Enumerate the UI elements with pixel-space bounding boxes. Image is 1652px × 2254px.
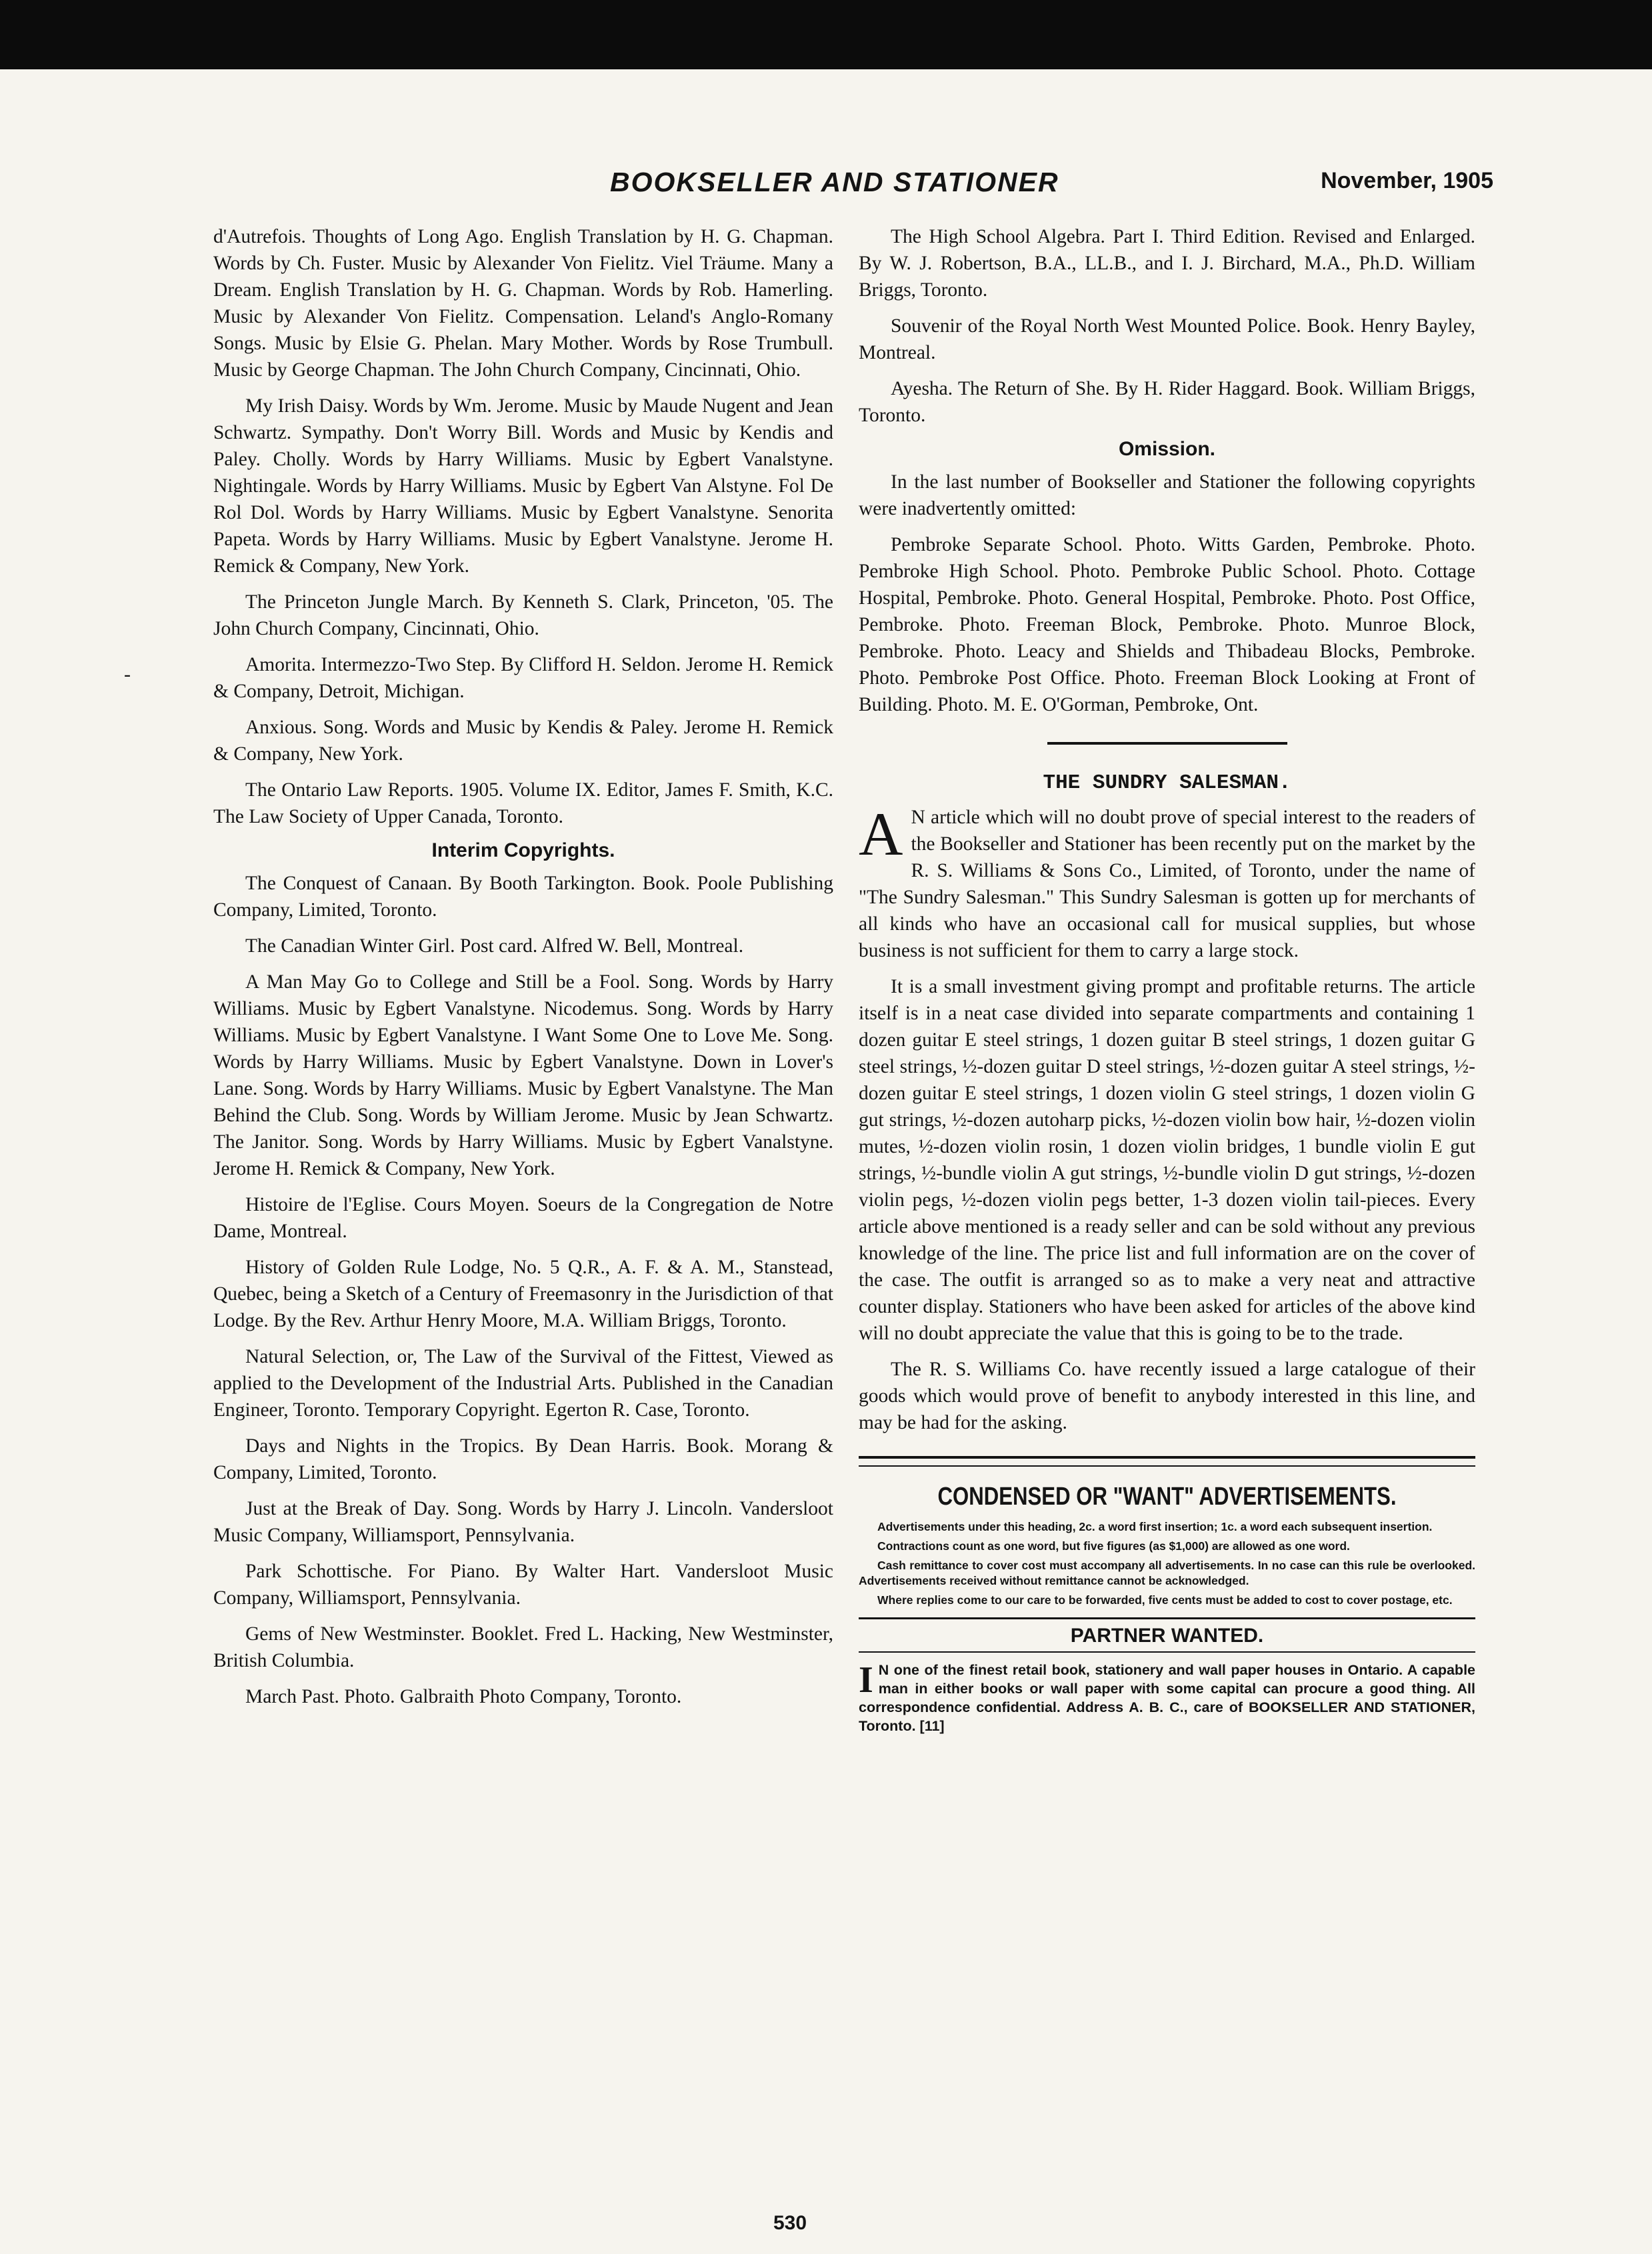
issue-date: November, 1905 [1321, 168, 1493, 193]
ad-rate-note: Advertisements under this heading, 2c. a word first insertion; 1c. a word each subsequent insertion. [877, 1520, 1433, 1533]
article-paragraph: The R. S. Williams Co. have recently issued a large catalogue of their goods which would prove of benefit to anybody interested in this line, and may be had for the asking. [859, 1359, 1475, 1433]
partner-divider [859, 1617, 1475, 1619]
interim-entry: Days and Nights in the Tropics. By Dean Harris. Book. Morang & Company, Limited, Toronto. [213, 1435, 833, 1483]
section-divider [1047, 742, 1287, 745]
copyright-entry: Souvenir of the Royal North West Mounted Police. Book. Henry Bayley, Montreal. [859, 315, 1475, 363]
interim-entry: A Man May Go to College and Still be a Fool. Song. Words by Harry Williams. Music by Egbert Vanalstyne. Nicodemus. Song. Words by Harry Williams. Music by Egbert Vanalstyne. I Want Some One to Love Me. Song. Words by Harry Williams. Music by Egbert Vanalstyne. Down in Lover's Lane. Song. Words by Harry Williams. Music by Egbert Vanalstyne. The Man Behind the Club. Song. Words by William Jerome. Music by Jean Schwartz. The Janitor. Song. Words by Harry Williams. Music by Egbert Vanalstyne. Jerome H. Remick & Company, New York. [213, 971, 833, 1179]
copyright-entry: d'Autrefois. Thoughts of Long Ago. English Translation by H. G. Chapman. Words by Ch. Fuster. Music by Alexander Von Fielitz. Viel Träume. Many a Dream. English Translation by H. G. Chapman. Words by Rob. Hamerling. Music by Alexander Von Fielitz. Compensation. Leland's Anglo-Romany Songs. Music by Elsie G. Phelan. Mary Mother. Words by Rose Trumbull. Music by George Chapman. The John Church Company, Cincinnati, Ohio. [213, 226, 833, 381]
ad-rate-note: Where replies come to our care to be forwarded, five cents must be added to cost to cover postage, etc. [877, 1593, 1453, 1607]
interim-entry: The Conquest of Canaan. By Booth Tarkington. Book. Poole Publishing Company, Limited, Toronto. [213, 873, 833, 921]
drop-cap: A [859, 800, 903, 868]
omission-heading: Omission. [1118, 438, 1216, 460]
scan-top-bar [0, 0, 1652, 69]
article-title: THE SUNDRY SALESMAN. [1043, 771, 1291, 795]
right-column [859, 223, 1475, 1735]
copyright-entry: The Princeton Jungle March. By Kenneth S. Clark, Princeton, '05. The John Church Company, Cincinnati, Ohio. [213, 591, 833, 639]
ad-rate-note: Cash remittance to cover cost must accompany all advertisements. In no case can this rule be overlooked. Advertisements received without remittance cannot be acknowledged. [859, 1559, 1475, 1587]
margin-mark: - [124, 663, 131, 685]
interim-entry: Just at the Break of Day. Song. Words by Harry J. Lincoln. Vandersloot Music Company, Williamsport, Pennsylvania. [213, 1498, 833, 1546]
copyright-entry: The Ontario Law Reports. 1905. Volume IX. Editor, James F. Smith, K.C. The Law Society of Upper Canada, Toronto. [213, 779, 833, 827]
drop-cap: I [859, 1659, 873, 1701]
interim-entry: Natural Selection, or, The Law of the Survival of the Fittest, Viewed as applied to the Development of the Industrial Arts. Published in the Canadian Engineer, Toronto. Temporary Copyright. Egerton R. Case, Toronto. [213, 1346, 833, 1421]
copyright-entry: Anxious. Song. Words and Music by Kendis & Paley. Jerome H. Remick & Company, New York. [213, 717, 833, 765]
copyright-entry: Amorita. Intermezzo-Two Step. By Clifford H. Seldon. Jerome H. Remick & Company, Detroit, Michigan. [213, 654, 833, 702]
article-paragraph: It is a small investment giving prompt and profitable returns. The article itself is in a neat case divided into separate compartments and containing 1 dozen guitar E steel strings, 1 dozen guitar B steel strings, 1 dozen guitar G steel strings, ½-dozen guitar D steel strings, ½-dozen guitar A steel strings, ½-dozen guitar E steel strings, 1 dozen violin G steel strings, 1 dozen violin G gut strings, ½-dozen autoharp picks, ½-dozen violin bow hair, ½-dozen violin mutes, ½-dozen violin rosin, 1 dozen violin bridges, 1 bundle violin E gut strings, ½-bundle violin A gut strings, ½-bundle violin D gut strings, ½-dozen violin pegs, ½-dozen violin pegs better, 1-3 dozen violin tail-pieces. Every article above mentioned is a ready seller and can be sold without any previous knowledge of the line. The price list and full information are on the cover of the case. The outfit is arranged so as to make a very neat and attractive counter display. Stationers who have been asked for articles of the above kind will no doubt appreciate the value that this is going to be to the trade. [859, 976, 1475, 1344]
copyright-entry: The High School Algebra. Part I. Third Edition. Revised and Enlarged. By W. J. Robertson, B.A., LL.B., and I. J. Birchard, M.A., Ph.D. William Briggs, Toronto. [859, 226, 1475, 301]
article-paragraph-text: N article which will no doubt prove of special interest to the readers of the Bookseller and Stationer has been recently put on the market by the R. S. Williams & Sons Co., Limited, of Toronto, under the name of "The Sundry Salesman." This Sundry Salesman is gotten up for merchants of all kinds who have an occasional call for musical supplies, but whose business is not sufficient for them to carry a large stock. [859, 807, 1475, 961]
interim-entry: The Canadian Winter Girl. Post card. Alfred W. Bell, Montreal. [245, 935, 744, 957]
ad-rate-note: Contractions count as one word, but five figures (as $1,000) are allowed as one word. [877, 1539, 1350, 1553]
left-column [213, 223, 833, 1719]
publication-title: BOOKSELLER AND STATIONER [610, 167, 1059, 197]
interim-entry: Gems of New Westminster. Booklet. Fred L. Hacking, New Westminster, British Columbia. [213, 1623, 833, 1671]
partner-wanted-heading: PARTNER WANTED. [1070, 1625, 1264, 1647]
omission-intro: In the last number of Bookseller and Stationer the following copyrights were inadvertently omitted: [859, 471, 1475, 519]
omission-list: Pembroke Separate School. Photo. Witts Garden, Pembroke. Photo. Pembroke High School. Photo. Pembroke Public School. Photo. Cottage Hospital, Pembroke. Photo. General Hospital, Pembroke. Photo. Post Office, Pembroke. Photo. Freeman Block, Pembroke. Photo. Munroe Block, Pembroke. Photo. Leacy and Shields and Thibadeau Blocks, Pembroke. Photo. Pembroke Post Office. Photo. Freeman Block Looking at Front of Building. Photo. M. E. O'Gorman, Pembroke, Ont. [859, 534, 1475, 715]
interim-entry: Histoire de l'Eglise. Cours Moyen. Soeurs de la Congregation de Notre Dame, Montreal. [213, 1194, 833, 1242]
ads-divider [859, 1456, 1475, 1467]
partner-wanted-ad [859, 1661, 1475, 1735]
want-ads-heading: CONDENSED OR "WANT" ADVERTISEMENTS. [937, 1483, 1397, 1511]
interim-entry: March Past. Photo. Galbraith Photo Company, Toronto. [245, 1686, 682, 1707]
copyright-entry: Ayesha. The Return of She. By H. Rider Haggard. Book. William Briggs, Toronto. [859, 378, 1475, 426]
interim-copyrights-heading: Interim Copyrights. [431, 839, 615, 861]
page-header [37, 167, 1493, 207]
interim-entry: History of Golden Rule Lodge, No. 5 Q.R., A. F. & A. M., Stanstead, Quebec, being a Sketch of a Century of Freemasonry in the Jurisdiction of that Lodge. By the Rev. Arthur Henry Moore, M.A. William Briggs, Toronto. [213, 1257, 833, 1331]
copyright-entry: My Irish Daisy. Words by Wm. Jerome. Music by Maude Nugent and Jean Schwartz. Sympathy. Don't Worry Bill. Words and Music by Kendis and Paley. Cholly. Words by Harry Williams. Music by Egbert Vanalstyne. Nightingale. Words by Harry Williams. Music by Egbert Van Alstyne. Fol De Rol Dol. Words by Harry Williams. Music by Egbert Vanalstyne. Senorita Papeta. Words by Harry Williams. Music by Egbert Vanalstyne. Jerome H. Remick & Company, New York. [213, 395, 833, 577]
partner-wanted-text: N one of the finest retail book, stationery and wall paper houses in Ontario. A capable man in either books or wall paper with some capital can procure a good thing. All correspondence confidential. Address A. B. C., care of BOOKSELLER AND STATIONER, Toronto. [11] [859, 1662, 1475, 1734]
page-number: 530 [773, 2212, 807, 2234]
partner-divider-bottom [859, 1651, 1475, 1653]
article-paragraph [859, 800, 1475, 964]
interim-entry: Park Schottische. For Piano. By Walter Hart. Vandersloot Music Company, Williamsport, Pennsylvania. [213, 1561, 833, 1609]
